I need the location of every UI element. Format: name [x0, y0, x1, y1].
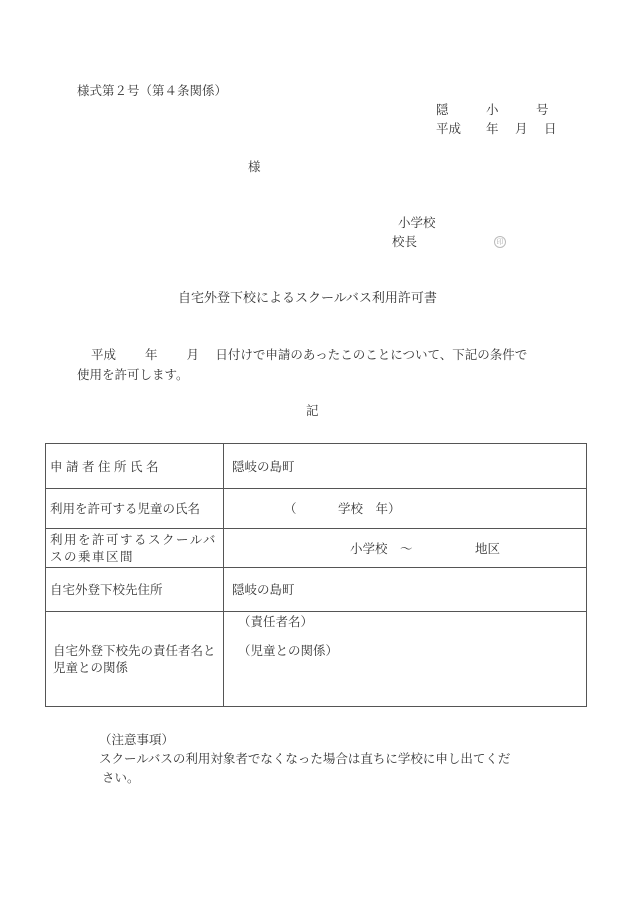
notes-heading: （注意事項） [99, 732, 175, 747]
table-row-responsible-person [46, 612, 587, 707]
notes-text-line1: スクールバスの利用対象者でなくなった場合は直ちに学校に申し出てくだ [99, 751, 511, 766]
child-name-field: （ 学校 年） [224, 489, 587, 529]
row-label: 利用を許可するスクールバスの乗車区間 [46, 529, 224, 568]
row-label: 申請者住所氏名 [46, 444, 224, 489]
seal-icon: 印 [494, 236, 506, 248]
body-text-line2: 使用を許可します。 [77, 367, 189, 382]
row-label: 自宅外登下校先の責任者名と児童との関係 [46, 612, 224, 707]
document-number: 隠 小 号 [436, 102, 549, 117]
permit-table [45, 443, 587, 707]
issuer-principal: 校長 [392, 234, 418, 249]
ki-heading: 記 [306, 403, 319, 418]
body-text-line1: 平成 年 月 日付けで申請のあったこのことについて、下記の条件で [91, 347, 528, 362]
row-label: 利用を許可する児童の氏名 [46, 489, 224, 529]
relationship-label: （児童との関係） [238, 643, 339, 658]
table-row-applicant [46, 444, 587, 489]
bus-route-field: 小学校 ～ 地区 [224, 529, 587, 568]
document-title: 自宅外登下校によるスクールバス利用許可書 [178, 291, 437, 306]
addressee-suffix: 様 [248, 159, 261, 174]
table-row-bus-route [46, 529, 587, 568]
form-number: 様式第２号（第４条関係） [77, 83, 228, 98]
row-label: 自宅外登下校先住所 [46, 568, 224, 612]
table-row-child-name [46, 489, 587, 529]
issuer-school: 小学校 [398, 215, 436, 230]
applicant-address-field: 隠岐の島町 [224, 444, 587, 489]
notes-text-line2: さい。 [102, 770, 140, 785]
issue-date: 平成 年 月 日 [436, 121, 557, 136]
responsible-person-field [224, 612, 587, 707]
alt-address-field: 隠岐の島町 [224, 568, 587, 612]
table-row-alt-address [46, 568, 587, 612]
responsible-name-label: （責任者名） [238, 614, 314, 629]
